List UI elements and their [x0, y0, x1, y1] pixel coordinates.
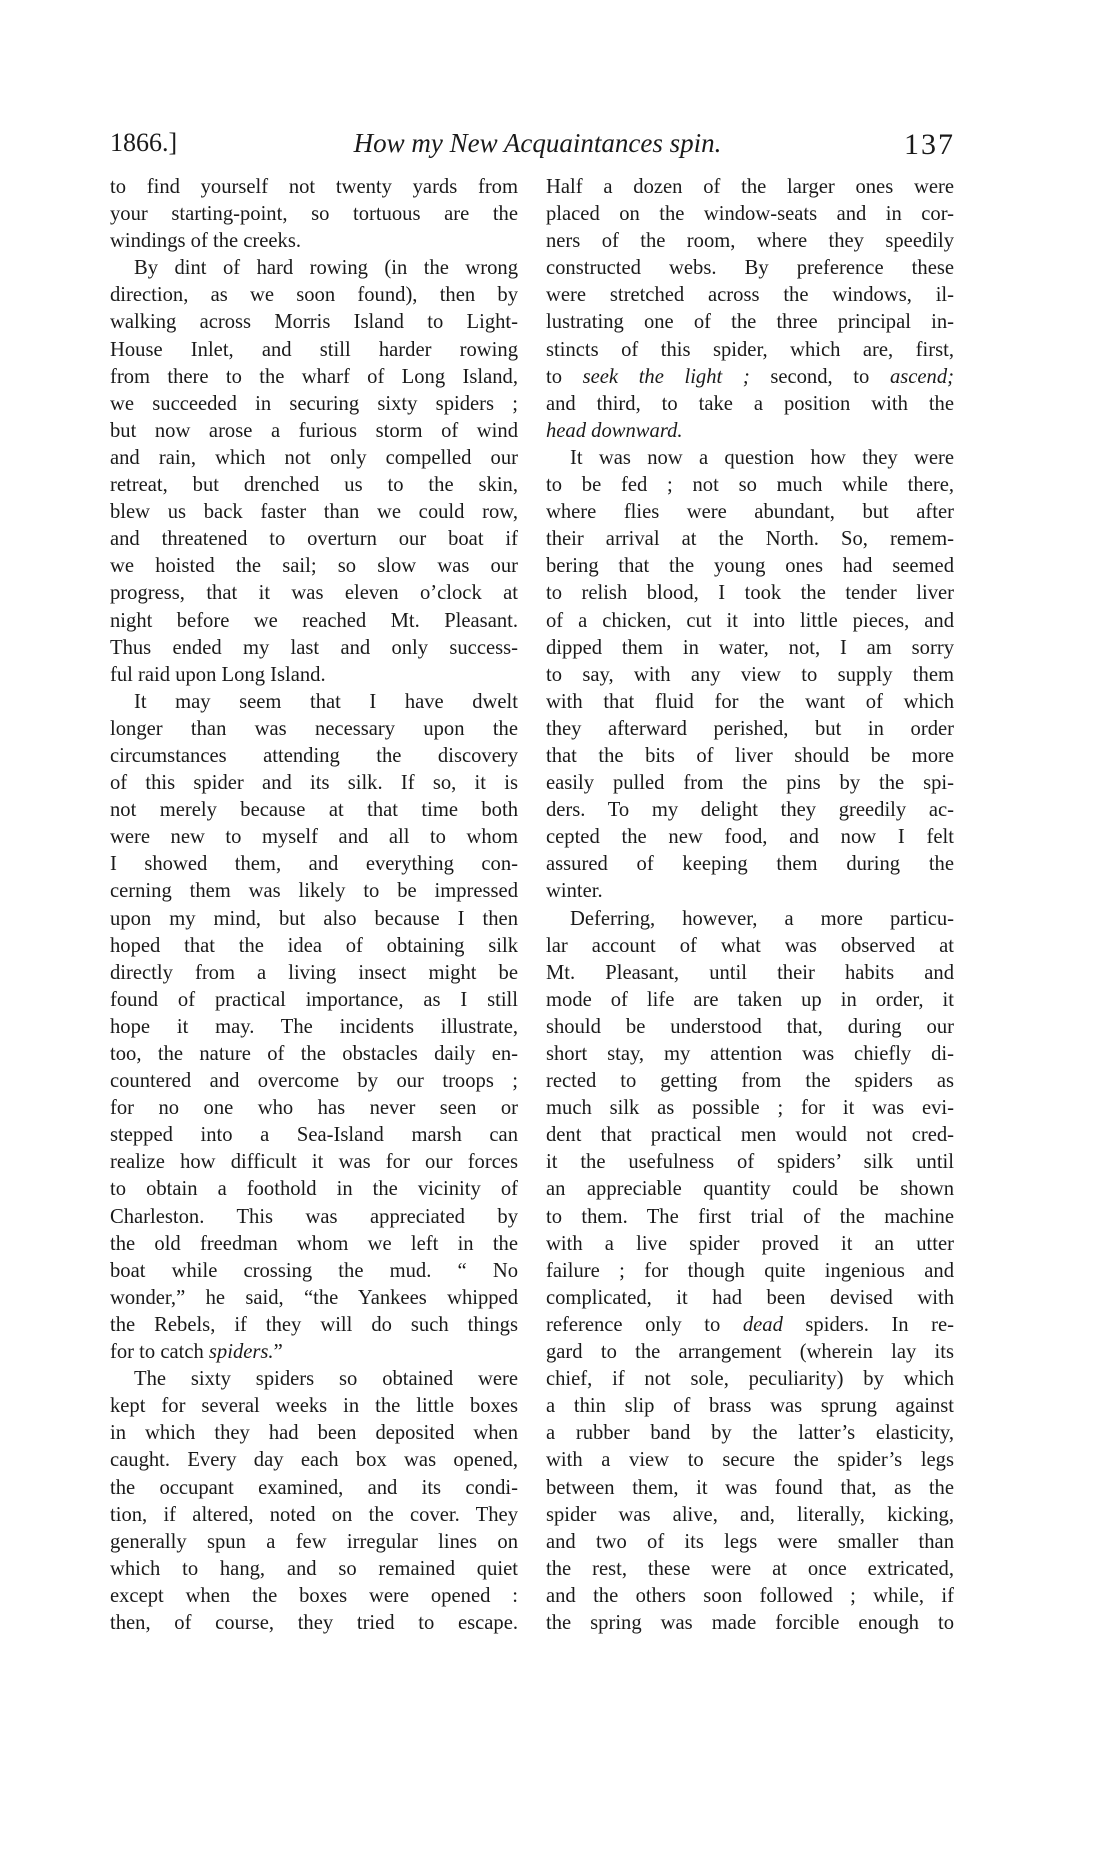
line-text: generally spun a few irregular lines on	[110, 1530, 518, 1553]
text-line	[546, 364, 954, 391]
line-text: It was now a question how they were	[570, 446, 954, 469]
text-line	[546, 1176, 954, 1203]
line-text: the Rebels, if they will do such things	[110, 1313, 518, 1336]
text-line	[110, 553, 518, 580]
text-line	[110, 1339, 518, 1366]
line-text: spiders. In re-	[782, 1313, 955, 1336]
line-text: hope it may. The incidents illustrate,	[110, 1015, 518, 1038]
text-line	[110, 1312, 518, 1339]
italic-text: head downward.	[546, 419, 683, 442]
text-line	[546, 1014, 954, 1041]
text-line	[110, 282, 518, 309]
text-line	[546, 1204, 954, 1231]
line-text: countered and overcome by our troops ;	[110, 1070, 518, 1093]
line-text: for no one who has never seen or	[110, 1097, 518, 1120]
line-text: It may seem that I have dwelt	[134, 690, 518, 713]
line-text: By dint of hard rowing (in the wrong	[134, 257, 518, 280]
text-line	[546, 1312, 954, 1339]
text-line	[110, 635, 518, 662]
line-text: they afterward perished, but in order	[546, 717, 954, 740]
text-line	[110, 1475, 518, 1502]
text-line	[110, 933, 518, 960]
line-text: dent that practical men would not cred-	[546, 1124, 954, 1147]
text-line	[110, 1095, 518, 1122]
line-text: dipped them in water, not, I am sorry	[546, 636, 954, 659]
text-line	[546, 418, 954, 445]
text-line	[546, 1447, 954, 1474]
line-text: were new to myself and all to whom	[110, 826, 518, 849]
text-line	[546, 1339, 954, 1366]
text-line	[110, 499, 518, 526]
line-text: ners of the room, where they speedily	[546, 230, 954, 253]
text-line	[546, 906, 954, 933]
line-text: spider was alive, and, literally, kicking,	[546, 1503, 954, 1526]
text-line	[110, 987, 518, 1014]
text-line	[110, 1420, 518, 1447]
text-line	[546, 1583, 954, 1610]
line-text: a thin slip of brass was sprung against	[546, 1395, 954, 1418]
text-line	[546, 309, 954, 336]
line-text: Thus ended my last and only success-	[110, 636, 518, 659]
text-line	[546, 716, 954, 743]
text-line	[546, 472, 954, 499]
line-text: then, of course, they tried to escape.	[110, 1611, 518, 1634]
line-text: wonder,” he said, “the Yankees whipped	[110, 1286, 518, 1309]
text-line	[110, 228, 518, 255]
line-text: lar account of what was observed at	[546, 934, 954, 957]
text-line	[546, 337, 954, 364]
text-line	[546, 1556, 954, 1583]
line-text: and rain, which not only compelled our	[110, 446, 518, 469]
text-line	[546, 960, 954, 987]
text-line	[546, 1068, 954, 1095]
line-text: chief, if not sole, peculiarity) by which	[546, 1368, 954, 1391]
text-line	[110, 1529, 518, 1556]
text-line	[546, 1095, 954, 1122]
line-text: lustrating one of the three principal in-	[546, 311, 954, 334]
line-text: direction, as we soon found), then by	[110, 284, 518, 307]
line-text: to them. The first trial of the machine	[546, 1205, 954, 1228]
text-line	[110, 1285, 518, 1312]
line-text: House Inlet, and still harder rowing	[110, 338, 518, 361]
text-line	[546, 1366, 954, 1393]
text-line	[110, 580, 518, 607]
line-text: placed on the window-seats and in cor-	[546, 203, 954, 226]
line-text: from there to the wharf of Long Island,	[110, 365, 518, 388]
line-text: and two of its legs were smaller than	[546, 1530, 954, 1553]
line-text: directly from a living insect might be	[110, 961, 518, 984]
line-text: not merely because at that time both	[110, 799, 518, 822]
text-column-right	[546, 174, 954, 1637]
line-text: failure ; for though quite ingenious and	[546, 1259, 954, 1282]
text-line	[110, 1393, 518, 1420]
line-text: and third, to take a position with the	[546, 392, 954, 415]
text-line	[546, 580, 954, 607]
line-text: were stretched across the windows, il-	[546, 284, 954, 307]
line-text: and the others soon followed ; while, if	[546, 1584, 954, 1607]
line-text: except when the boxes were opened :	[110, 1584, 518, 1607]
header-date: 1866.]	[110, 128, 178, 157]
line-text: mode of life are taken up in order, it	[546, 988, 954, 1011]
line-text: night before we reached Mt. Pleasant.	[110, 609, 518, 632]
text-line	[110, 255, 518, 282]
text-line	[110, 418, 518, 445]
line-text: second, to	[749, 365, 890, 388]
text-line	[110, 1610, 518, 1637]
text-line	[110, 1014, 518, 1041]
text-line	[110, 201, 518, 228]
line-text: the rest, these were at once extricated,	[546, 1557, 954, 1580]
text-line	[110, 391, 518, 418]
line-text: rected to getting from the spiders as	[546, 1070, 954, 1093]
text-line	[110, 960, 518, 987]
text-line	[110, 1149, 518, 1176]
line-text: stincts of this spider, which are, first,	[546, 338, 954, 361]
text-column-left	[110, 174, 518, 1637]
line-text: cerning them was likely to be impressed	[110, 880, 518, 903]
line-text: too, the nature of the obstacles daily en-	[110, 1043, 518, 1065]
line-text: which to hang, and so remained quiet	[110, 1557, 518, 1580]
line-text: Charleston. This was appreciated by	[110, 1205, 518, 1228]
line-text: cepted the new food, and now I felt	[546, 826, 954, 849]
line-text: short stay, my attention was chiefly di-	[546, 1043, 954, 1065]
text-line	[546, 1502, 954, 1529]
line-text: assured of keeping them during the	[546, 853, 954, 876]
line-text: Mt. Pleasant, until their habits and	[546, 961, 954, 984]
text-line	[546, 743, 954, 770]
text-line	[110, 878, 518, 905]
italic-text: spiders.	[208, 1341, 274, 1364]
text-line	[110, 1122, 518, 1149]
text-line	[546, 1231, 954, 1258]
text-line	[110, 1556, 518, 1583]
header-title: How my New Acquaintances spin.	[353, 128, 722, 158]
line-text: it the usefulness of spiders’ silk until	[546, 1151, 954, 1174]
line-text: of this spider and its silk. If so, it is	[110, 772, 518, 795]
line-text: retreat, but drenched us to the skin,	[110, 474, 518, 497]
line-text: kept for several weeks in the little boxes	[110, 1395, 518, 1418]
line-text: constructed webs. By preference these	[546, 257, 954, 280]
line-text: gard to the arrangement (wherein lay its	[546, 1341, 954, 1364]
line-text: boat while crossing the mud. “ No	[110, 1259, 518, 1282]
line-text: easily pulled from the pins by the spi-	[546, 772, 954, 795]
text-line	[546, 1420, 954, 1447]
line-text: The sixty spiders so obtained were	[134, 1368, 518, 1391]
line-text: realize how difficult it was for our forces	[110, 1151, 518, 1174]
text-line	[546, 499, 954, 526]
line-text: tion, if altered, noted on the cover. They	[110, 1503, 518, 1526]
text-line	[110, 797, 518, 824]
text-line	[546, 445, 954, 472]
text-line	[110, 608, 518, 635]
text-line	[110, 1258, 518, 1285]
line-text: ful raid upon Long Island.	[110, 663, 326, 686]
line-text: bering that the young ones had seemed	[546, 555, 954, 578]
line-text: Half a dozen of the larger ones were	[546, 176, 954, 198]
text-line	[110, 1231, 518, 1258]
line-text: found of practical importance, as I still	[110, 988, 518, 1011]
text-line	[110, 1068, 518, 1095]
line-text: and threatened to overturn our boat if	[110, 528, 518, 551]
text-line	[110, 770, 518, 797]
line-text: with that fluid for the want of which	[546, 690, 954, 713]
line-text: to	[546, 365, 583, 388]
text-line	[546, 689, 954, 716]
line-text: walking across Morris Island to Light-	[110, 311, 518, 334]
text-line	[110, 526, 518, 553]
line-text: reference only to	[546, 1313, 743, 1336]
page-number: 137	[904, 128, 955, 161]
text-line	[110, 1176, 518, 1203]
text-line	[546, 797, 954, 824]
line-text: we succeeded in securing sixty spiders ;	[110, 392, 518, 415]
line-text: that the bits of liver should be more	[546, 744, 954, 767]
text-line	[546, 228, 954, 255]
text-line	[110, 364, 518, 391]
text-line	[546, 851, 954, 878]
text-line	[110, 309, 518, 336]
line-text: progress, that it was eleven o’clock at	[110, 582, 518, 605]
line-text: the old freedman whom we left in the	[110, 1232, 518, 1255]
text-line	[546, 662, 954, 689]
text-line	[110, 716, 518, 743]
line-text: where flies were abundant, but after	[546, 501, 954, 524]
text-line	[546, 553, 954, 580]
text-line	[546, 174, 954, 201]
text-line	[546, 933, 954, 960]
line-text: hoped that the idea of obtaining silk	[110, 934, 518, 957]
line-text: stepped into a Sea-Island marsh can	[110, 1124, 518, 1147]
line-text: in which they had been deposited when	[110, 1422, 518, 1445]
text-line	[546, 987, 954, 1014]
text-line	[110, 337, 518, 364]
line-text: longer than was necessary upon the	[110, 717, 518, 740]
text-line	[110, 1447, 518, 1474]
line-text: I showed them, and everything con-	[110, 853, 518, 876]
text-line	[110, 743, 518, 770]
line-text: between them, it was found that, as the	[546, 1476, 954, 1499]
line-text: of a chicken, cut it into little pieces, and	[546, 609, 954, 632]
line-text: we hoisted the sail; so slow was our	[110, 555, 518, 578]
text-line	[110, 906, 518, 933]
text-line	[110, 445, 518, 472]
text-line	[546, 526, 954, 553]
text-line	[546, 1475, 954, 1502]
text-line	[110, 174, 518, 201]
text-line	[546, 1285, 954, 1312]
text-line	[546, 1258, 954, 1285]
line-text: but now arose a furious storm of wind	[110, 419, 518, 442]
text-line	[110, 472, 518, 499]
text-line	[110, 1583, 518, 1610]
running-header	[110, 128, 955, 168]
line-text: ”	[273, 1341, 283, 1364]
text-line	[546, 635, 954, 662]
line-text: your starting-point, so tortuous are the	[110, 203, 518, 226]
line-text: to obtain a foothold in the vicinity of	[110, 1178, 518, 1201]
text-line	[110, 1366, 518, 1393]
text-line	[546, 1610, 954, 1637]
line-text: should be understood that, during our	[546, 1015, 954, 1038]
line-text: for to catch	[110, 1341, 209, 1364]
line-text: with a live spider proved it an utter	[546, 1232, 954, 1255]
text-line	[546, 1041, 954, 1068]
line-text: to be fed ; not so much while there,	[546, 474, 954, 497]
text-line	[110, 662, 518, 689]
text-line	[546, 1149, 954, 1176]
italic-text: seek the light ;	[582, 365, 750, 388]
line-text: a rubber band by the latter’s elasticity,	[546, 1422, 954, 1445]
line-text: the occupant examined, and its condi-	[110, 1476, 518, 1499]
line-text: an appreciable quantity could be shown	[546, 1178, 954, 1201]
line-text: to say, with any view to supply them	[546, 663, 954, 686]
text-line	[110, 1204, 518, 1231]
text-line	[110, 851, 518, 878]
text-line	[110, 689, 518, 716]
line-text: Deferring, however, a more particu-	[570, 907, 954, 930]
line-text: circumstances attending the discovery	[110, 744, 518, 767]
text-line	[546, 201, 954, 228]
text-line	[546, 608, 954, 635]
text-line	[110, 1502, 518, 1529]
text-line	[546, 1393, 954, 1420]
line-text: their arrival at the North. So, remem-	[546, 528, 954, 551]
line-text: windings of the creeks.	[110, 230, 302, 253]
line-text: winter.	[546, 880, 603, 903]
line-text: to relish blood, I took the tender liver	[546, 582, 954, 605]
line-text: the spring was made forcible enough to	[546, 1611, 954, 1634]
text-line	[546, 824, 954, 851]
line-text: upon my mind, but also because I then	[110, 907, 518, 930]
line-text: ders. To my delight they greedily ac-	[546, 799, 954, 822]
text-line	[546, 1122, 954, 1149]
text-line	[546, 255, 954, 282]
text-line	[110, 1041, 518, 1068]
line-text: complicated, it had been devised with	[546, 1286, 954, 1309]
line-text: with a view to secure the spider’s legs	[546, 1449, 954, 1472]
text-line	[546, 391, 954, 418]
line-text: caught. Every day each box was opened,	[110, 1449, 518, 1472]
italic-text: dead	[742, 1313, 783, 1336]
text-line	[546, 770, 954, 797]
text-line	[110, 824, 518, 851]
italic-text: ascend;	[889, 365, 954, 388]
text-line	[546, 1529, 954, 1556]
line-text: to find yourself not twenty yards from	[110, 176, 518, 198]
line-text: blew us back faster than we could row,	[110, 501, 518, 524]
text-line	[546, 282, 954, 309]
line-text: much silk as possible ; for it was evi-	[546, 1097, 954, 1120]
text-line	[546, 878, 954, 905]
